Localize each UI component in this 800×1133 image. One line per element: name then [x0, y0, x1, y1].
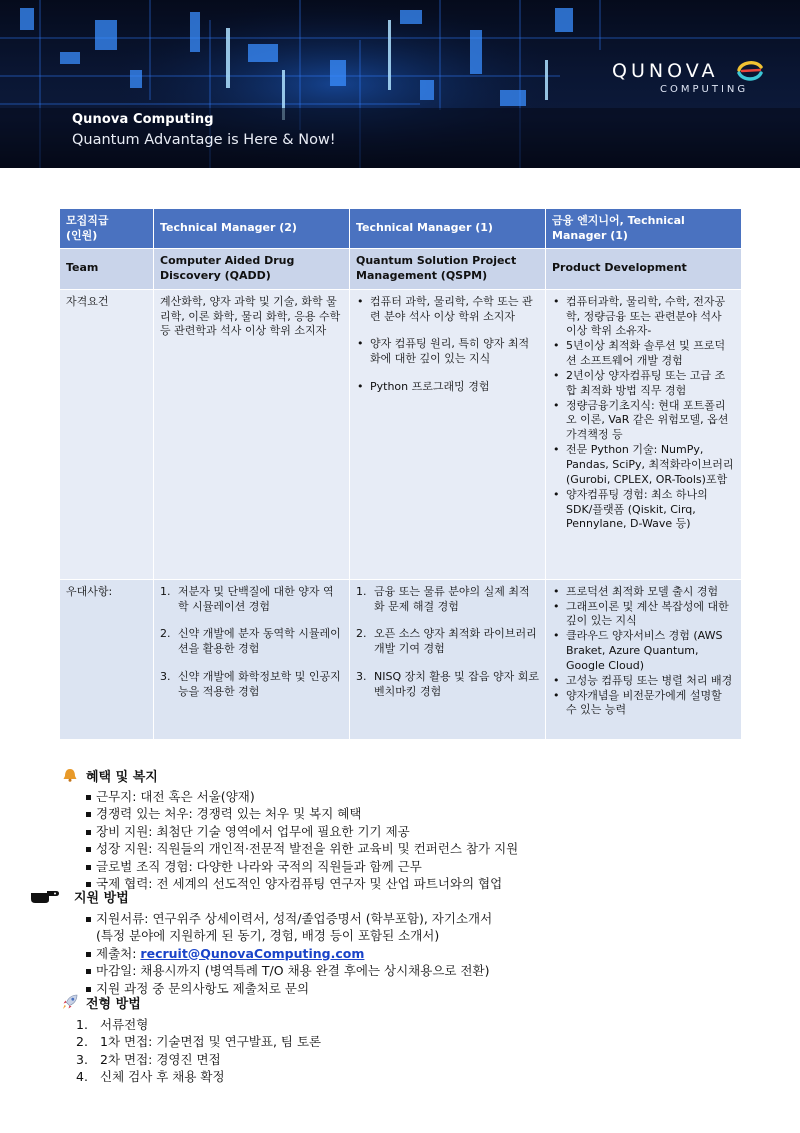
- list-item: • 정량금융기초지식: 현대 포트폴리오 이론, VaR 같은 위험모델, 옵션 가격책정 등: [552, 399, 735, 444]
- header-col-4: 금융 엔지니어, Technical Manager (1): [546, 209, 742, 249]
- company-name: Qunova Computing: [72, 112, 214, 127]
- list-item: 3. NISQ 장치 활용 및 잡음 양자 회로 벤치마킹 경험: [356, 670, 539, 698]
- benefit-item: 글로벌 조직 경험: 다양한 나라와 국적의 직원들과 함께 근무: [86, 858, 742, 876]
- list-item: • 양자개념을 비전문가에게 설명할 수 있는 능력: [552, 689, 735, 719]
- benefits-heading: 혜택 및 복지: [62, 768, 742, 788]
- list-item: 3. 신약 개발에 화학정보학 및 인공지능을 적용한 경험: [160, 670, 341, 698]
- apply-docs: 지원서류: 연구위주 상세이력서, 성적/졸업증명서 (학부포함), 자기소개서: [86, 910, 710, 928]
- team-col-2: Computer Aided Drug Discovery (QADD): [154, 249, 350, 290]
- rocket-icon: [62, 994, 78, 1016]
- header-position: 모집직급 (인원): [60, 209, 154, 249]
- qualifications-col-3: [350, 289, 546, 579]
- process-heading: 전형 방법: [62, 994, 742, 1016]
- apply-section: [30, 888, 710, 997]
- apply-docs-detail: (특정 분야에 지원하게 된 동기, 경험, 배경 등이 포함된 소개서): [96, 928, 440, 943]
- qunova-logo: [612, 60, 772, 100]
- preferred-row: [60, 579, 742, 739]
- pointing-hand-icon: [30, 888, 60, 910]
- company-tagline: Quantum Advantage is Here & Now!: [72, 132, 336, 148]
- header-banner: [0, 0, 800, 168]
- benefit-item: 경쟁력 있는 처우: 경쟁력 있는 처우 및 복지 혜택: [86, 805, 742, 823]
- benefit-item: 장비 지원: 최첨단 기술 영역에서 업무에 필요한 기기 제공: [86, 823, 742, 841]
- benefit-item: 성장 지원: 직원들의 개인적·전문적 발전을 위한 교육비 및 컨퍼런스 참가 지원: [86, 840, 742, 858]
- benefits-section: [62, 768, 742, 893]
- header-col-3: Technical Manager (1): [350, 209, 546, 249]
- team-col-4: Product Development: [546, 249, 742, 290]
- qualifications-col-2: 계산화학, 양자 과학 및 기술, 화학 물리학, 이론 화학, 물리 화학, 응용 수학 등 관련학과 석사 이상 학위 소지자: [154, 289, 350, 579]
- list-item: 1. 금융 또는 물류 분야의 실제 최적화 문제 해결 경험: [356, 584, 530, 613]
- email-link[interactable]: recruit@QunovaComputing.com: [140, 945, 365, 961]
- benefit-item: 국제 협력: 전 세계의 선도적인 양자컴퓨팅 연구자 및 산업 파트너와의 협업: [86, 875, 742, 893]
- list-item: 1. 저분자 및 단백질에 대한 양자 역학 시뮬레이션 경험: [160, 584, 334, 613]
- list-item: • 컴퓨터과학, 물리학, 수학, 전자공학, 정량금융 또는 관련분야 석사 이상 학위 소유자-: [552, 295, 735, 340]
- positions-table: [59, 208, 741, 740]
- apply-submit: 제출처: recruit@QunovaComputing.com: [86, 945, 710, 963]
- header-col-2: Technical Manager (2): [154, 209, 350, 249]
- list-item: • 양자컴퓨팅 경험: 최소 하나의 SDK/플랫폼 (Qiskit, Cirq, Pennylane, D-Wave 등): [552, 488, 735, 533]
- qualifications-col-4: [546, 289, 742, 579]
- qualifications-label: 자격요건: [60, 289, 154, 579]
- process-section: [62, 994, 742, 1086]
- table-header-row: [60, 209, 742, 249]
- list-item: 2. 신약 개발에 분자 동역학 시뮬레이션을 활용한 경험: [160, 627, 341, 656]
- team-col-3: Quantum Solution Project Management (QSPM): [350, 249, 546, 290]
- list-item: • 컴퓨터 과학, 물리학, 수학 또는 관련 분야 석사 이상 학위 소지자: [356, 295, 539, 325]
- list-item: • 클라우드 양자서비스 경험 (AWS Braket, Azure Quantum, Google Cloud): [552, 629, 735, 674]
- list-item: 2. 오픈 소스 양자 최적화 라이브러리 개발 기여 경험: [356, 627, 537, 656]
- process-step: 1. 서류전형: [76, 1016, 149, 1032]
- logo-wordmark: QUNOVA: [612, 60, 719, 82]
- benefit-item: 근무지: 대전 혹은 서울(양재): [86, 788, 742, 806]
- apply-inquiry: 지원 과정 중 문의사항도 제출처로 문의: [86, 980, 710, 998]
- list-item: • 프로덕션 최적화 모델 출시 경험: [552, 585, 735, 600]
- process-step: 4. 신체 검사 후 채용 확정: [76, 1069, 225, 1084]
- preferred-col-4: [546, 579, 742, 739]
- preferred-col-2: [154, 579, 350, 739]
- logo-subtitle: COMPUTING: [660, 84, 749, 95]
- list-item: • 그래프이론 및 계산 복잡성에 대한 깊이 있는 지식: [552, 600, 735, 630]
- apply-deadline: 마감일: 채용시까지 (병역특례 T/O 채용 완결 후에는 상시채용으로 전환): [86, 962, 710, 980]
- process-step: 2. 1차 면접: 기술면접 및 연구발표, 팀 토론: [76, 1034, 322, 1049]
- list-item: • 고성능 컴퓨팅 또는 병렬 처리 배경: [552, 674, 735, 689]
- apply-heading: 지원 방법: [30, 888, 710, 910]
- logo-swirl-icon: [736, 59, 764, 83]
- process-step: 3. 2차 면접: 경영진 면접: [76, 1051, 221, 1067]
- list-item: • Python 프로그래밍 경험: [356, 380, 539, 395]
- bell-icon: [62, 768, 78, 788]
- team-row: [60, 249, 742, 290]
- list-item: • 2년이상 양자컴퓨팅 또는 고급 조합 최적화 방법 직무 경험: [552, 369, 735, 399]
- list-item: • 5년이상 최적화 솔루션 및 프로덕션 소프트웨어 개발 경험: [552, 339, 735, 369]
- list-item: • 전문 Python 기술: NumPy, Pandas, SciPy, 최적화라이브러리 (Gurobi, CPLEX, OR-Tools)포함: [552, 443, 735, 488]
- preferred-col-3: [350, 579, 546, 739]
- team-label: Team: [60, 249, 154, 290]
- list-item: • 양자 컴퓨팅 원리, 특히 양자 최적화에 대한 깊이 있는 지식: [356, 337, 539, 367]
- preferred-label: 우대사항:: [60, 579, 154, 739]
- qualifications-row: [60, 289, 742, 579]
